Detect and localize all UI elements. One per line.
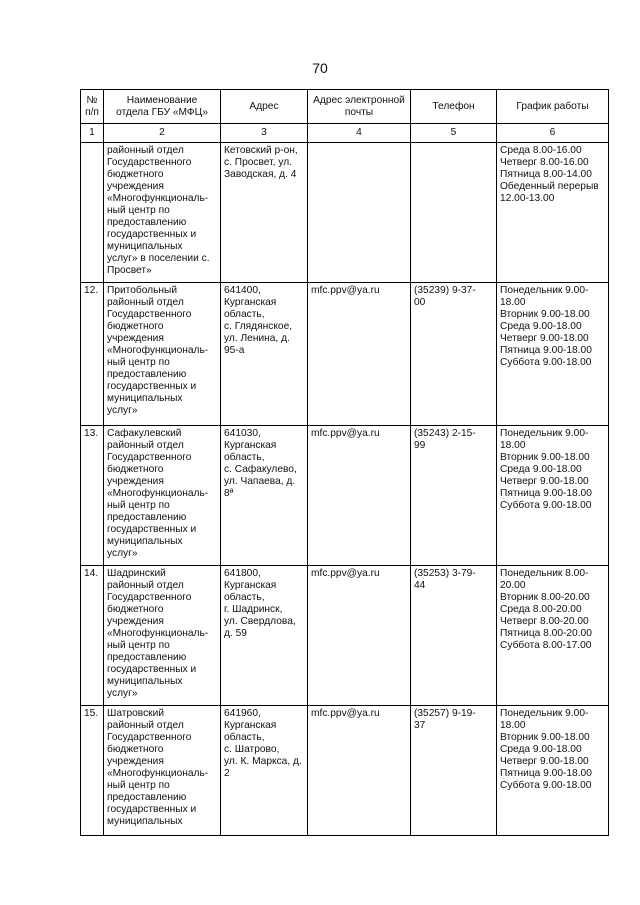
header-schedule: График работы <box>497 90 609 124</box>
office-name: районный отдел Государственного бюджетного учреждения «Многофункциональ- ный центр по предоставлению государственных и муниципальных услуг» в поселении с. Просвет» <box>104 143 221 283</box>
office-email: mfc.ppv@ya.ru <box>308 426 411 566</box>
column-number: 5 <box>411 124 497 143</box>
row-number <box>81 143 104 283</box>
table-row <box>81 706 609 836</box>
column-number: 6 <box>497 124 609 143</box>
column-number: 3 <box>221 124 308 143</box>
office-email <box>308 143 411 283</box>
office-address: Кетовский р-он, с. Просвет, ул. Заводская, д. 4 <box>221 143 308 283</box>
table-row <box>81 143 609 283</box>
row-number: 13. <box>81 426 104 566</box>
mfc-offices-table <box>80 89 609 836</box>
header-phone: Телефон <box>411 90 497 124</box>
office-name: Сафакулевский районный отдел Государственного бюджетного учреждения «Многофункциональ- ный центр по предоставлению государственных и муниципальных услуг» <box>104 426 221 566</box>
office-address: 641800, Курганская область, г. Шадринск, ул. Свердлова, д. 59 <box>221 566 308 706</box>
office-phone: (35253) 3-79- 44 <box>411 566 497 706</box>
table-header-row <box>81 90 609 124</box>
table-row <box>81 426 609 566</box>
office-phone <box>411 143 497 283</box>
office-name: Шадринский районный отдел Государственного бюджетного учреждения «Многофункциональ- ный центр по предоставлению государственных и муниципальных услуг» <box>104 566 221 706</box>
office-address: 641030, Курганская область, с. Сафакулево, ул. Чапаева, д. 8ª <box>221 426 308 566</box>
page-number: 70 <box>312 60 328 76</box>
row-number: 12. <box>81 283 104 426</box>
column-number-row <box>81 124 609 143</box>
office-phone: (35239) 9-37- 00 <box>411 283 497 426</box>
office-email: mfc.ppv@ya.ru <box>308 566 411 706</box>
header-name: Наименование отдела ГБУ «МФЦ» <box>104 90 221 124</box>
office-address: 641400, Курганская область, с. Глядянское, ул. Ленина, д. 95-а <box>221 283 308 426</box>
table-row <box>81 283 609 426</box>
office-schedule: Понедельник 9.00- 18.00 Вторник 9.00-18.00 Среда 9.00-18.00 Четверг 9.00-18.00 Пятница 9.00-18.00 Суббота 9.00-18.00 <box>497 706 609 836</box>
office-address: 641960, Курганская область, с. Шатрово, ул. К. Маркса, д. 2 <box>221 706 308 836</box>
row-number: 15. <box>81 706 104 836</box>
office-schedule: Понедельник 9.00- 18.00 Вторник 9.00-18.00 Среда 9.00-18.00 Четверг 9.00-18.00 Пятница 9.00-18.00 Суббота 9.00-18.00 <box>497 426 609 566</box>
office-phone: (35257) 9-19- 37 <box>411 706 497 836</box>
office-schedule: Понедельник 9.00- 18.00 Вторник 9.00-18.00 Среда 9.00-18.00 Четверг 9.00-18.00 Пятница 9.00-18.00 Суббота 9.00-18.00 <box>497 283 609 426</box>
office-phone: (35243) 2-15- 99 <box>411 426 497 566</box>
office-name: Шатровский районный отдел Государственного бюджетного учреждения «Многофункциональ- ный центр по предоставлению государственных и муниципальных <box>104 706 221 836</box>
office-email: mfc.ppv@ya.ru <box>308 283 411 426</box>
office-name: Притобольный районный отдел Государственного бюджетного учреждения «Многофункциональ- ный центр по предоставлению государственных и муниципальных услуг» <box>104 283 221 426</box>
table-row <box>81 566 609 706</box>
column-number: 1 <box>81 124 104 143</box>
office-schedule: Среда 8.00-16.00 Четверг 8.00-16.00 Пятница 8.00-14.00 Обеденный перерыв 12.00-13.00 <box>497 143 609 283</box>
office-schedule: Понедельник 8.00- 20.00 Вторник 8.00-20.00 Среда 8.00-20.00 Четверг 8.00-20.00 Пятница 8.00-20.00 Суббота 8.00-17.00 <box>497 566 609 706</box>
column-number: 4 <box>308 124 411 143</box>
column-number: 2 <box>104 124 221 143</box>
header-email: Адрес электронной почты <box>308 90 411 124</box>
header-num: № п/п <box>81 90 104 124</box>
header-address: Адрес <box>221 90 308 124</box>
office-email: mfc.ppv@ya.ru <box>308 706 411 836</box>
row-number: 14. <box>81 566 104 706</box>
